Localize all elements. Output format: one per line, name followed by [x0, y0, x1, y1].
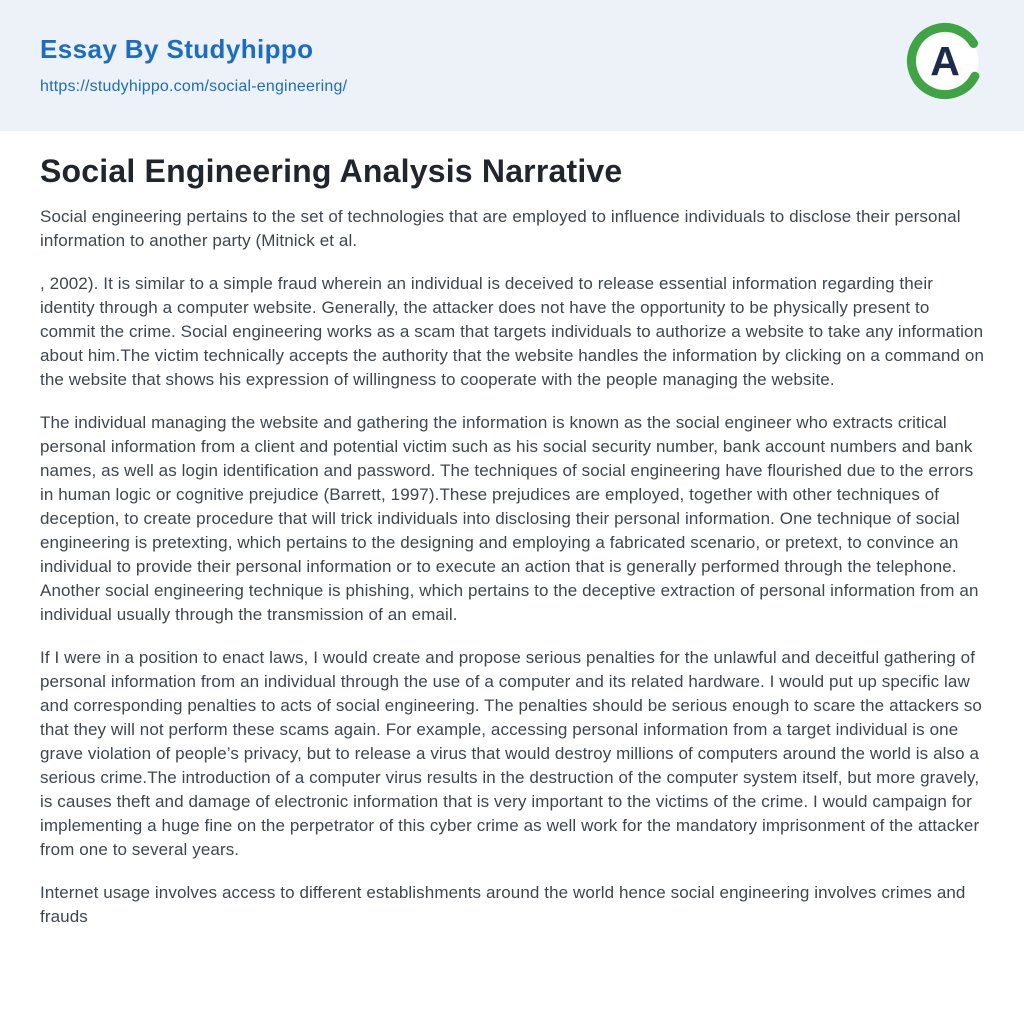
source-url-link[interactable]: https://studyhippo.com/social-engineering/ [40, 78, 348, 95]
studyhippo-logo-icon [906, 22, 984, 100]
article-paragraph-2: , 2002). It is similar to a simple fraud wherein an individual is deceived to release essential information regarding their identity through a computer website. Generally, the attacker does not have the opportunity to be physically present to commit the crime. Social engineering works as a scam that targets individuals to authorize a website to take any information about him.The victim technically accepts the authority that the website handles the information by clicking on a command on the website that shows his expression of willingness to cooperate with the people managing the website. [40, 274, 985, 389]
logo-letter: A [930, 38, 960, 84]
site-title-link[interactable]: Essay By Studyhippo [40, 34, 314, 64]
studyhippo-logo [906, 22, 984, 100]
page-header [0, 0, 1024, 131]
article-paragraph-1: Social engineering pertains to the set of technologies that are employed to influence individuals to disclose their personal information to another party (Mitnick et al. [40, 207, 961, 250]
article-paragraph-3: The individual managing the website and gathering the information is known as the social engineer who extracts critical personal information from a client and potential victim such as his social security number, bank account numbers and bank names, as well as login identification and password. The techniques of social engineering have flourished due to the errors in human logic or cognitive prejudice (Barrett, 1997).These prejudices are employed, together with other techniques of deception, to create procedure that will trick individuals into disclosing their personal information. One technique of social engineering is pretexting, which pertains to the designing and employing a fabricated scenario, or pretext, to convince an individual to provide their personal information or to execute an action that is generally performed through the telephone. Another social engineering technique is phishing, which pertains to the deceptive extraction of personal information from an individual usually through the transmission of an email. [40, 413, 979, 624]
article-title: Social Engineering Analysis Narrative [40, 153, 623, 189]
article-paragraph-4: If I were in a position to enact laws, I would create and propose serious penalties for the unlawful and deceitful gathering of personal information from an individual through the use of a computer and its related hardware. I would put up specific law and corresponding penalties to acts of social engineering. The penalties should be serious enough to scare the attackers so that they will not perform these scams again. For example, accessing personal information from a target individual is one grave violation of people’s privacy, but to release a virus that would destroy millions of computers around the world is also a serious crime.The introduction of a computer virus results in the destruction of the computer system itself, but more gravely, is causes theft and damage of electronic information that is very important to the victims of the crime. I would campaign for implementing a huge fine on the perpetrator of this cyber crime as well work for the mandatory imprisonment of the attacker from one to several years. [40, 648, 982, 859]
article-paragraph-5: Internet usage involves access to different establishments around the world hence social engineering involves crimes and frauds [40, 883, 966, 926]
article-body [0, 131, 1024, 929]
